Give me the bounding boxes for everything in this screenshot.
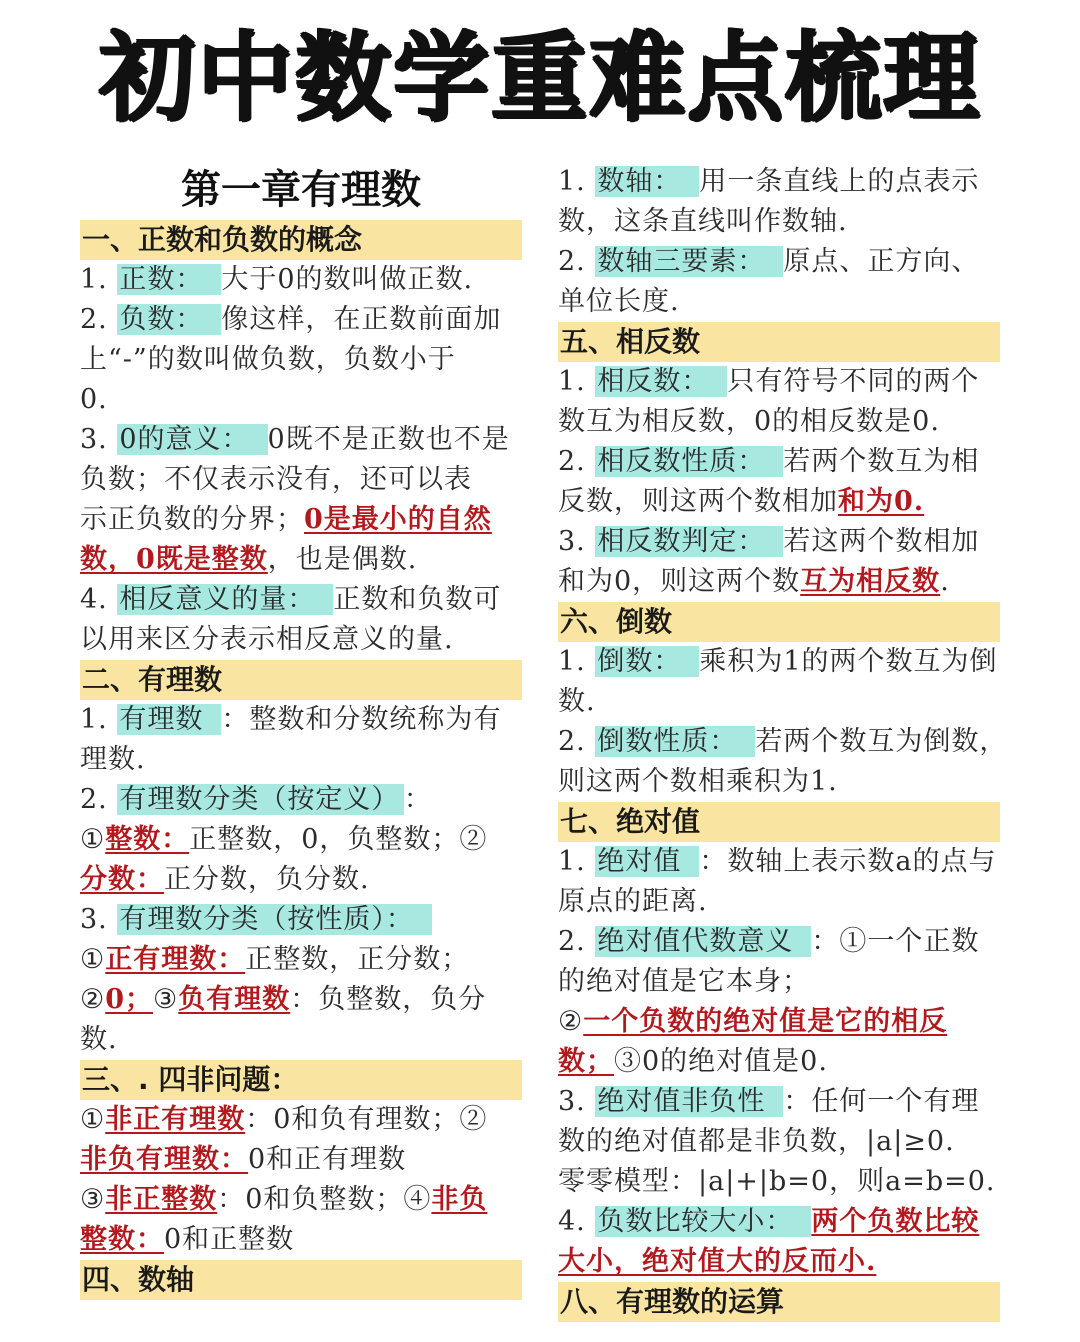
chapter-title: 第一章有理数 [181, 167, 421, 213]
text-line: 2. 绝对值代数意义 ：①一个正数 [558, 926, 980, 957]
text-line: 2. 数轴三要素： 原点、正方向、 [558, 246, 980, 277]
term-highlight: 相反意义的量： [117, 584, 333, 615]
text-line: 负数；不仅表示没有，还可以表 [80, 464, 472, 495]
term-highlight: 倒数： [595, 646, 699, 677]
section-heading-3: 三、. 四非问题： [80, 1060, 522, 1100]
key-point: 非正整数 [105, 1184, 218, 1215]
text-line: 2. 负数： 像这样，在正数前面加 [80, 304, 502, 335]
text-line: ①正有理数：正整数，正分数； [80, 944, 470, 975]
key-point: 0； [105, 984, 154, 1015]
text-line: 2. 倒数性质： 若两个数互为倒数， [558, 726, 1008, 757]
term-highlight: 数轴： [595, 166, 699, 197]
text-line: 1. 倒数： 乘积为1的两个数互为倒 [558, 646, 998, 677]
text-line: 数. [80, 1024, 118, 1055]
right-column [558, 162, 1008, 1322]
text-line: 1. 正数： 大于0的数叫做正数. [80, 264, 474, 295]
key-point: 整数： [105, 824, 190, 855]
key-point: 整数： [80, 1224, 164, 1255]
term-highlight: 倒数性质： [595, 726, 755, 757]
text-line: 理数. [80, 744, 146, 775]
term-highlight: 有理数 [117, 704, 221, 735]
key-point: 一个负数的绝对值是它的相反 [583, 1006, 948, 1037]
section-heading-6: 六、倒数 [558, 602, 1000, 642]
term-highlight: 负数比较大小： [595, 1206, 811, 1237]
text-line: 则这两个数相乘积为1. [558, 766, 838, 797]
text-line: 3. 绝对值非负性 ：任何一个有理 [558, 1086, 980, 1117]
section-heading-5: 五、相反数 [558, 322, 1000, 362]
section-heading-8: 八、有理数的运算 [558, 1282, 1000, 1322]
text-line: 数；③0的绝对值是0. [558, 1046, 828, 1077]
key-point: 大小，绝对值大的反而小. [558, 1246, 877, 1277]
text-line: 示正负数的分界；0是最小的自然 [80, 504, 492, 535]
text-line: 数的绝对值都是非负数，|a|≥0. [558, 1126, 955, 1157]
text-line: 1. 数轴： 用一条直线上的点表示 [558, 166, 980, 197]
page-title: 初中数学重难点梳理 [99, 22, 981, 134]
term-highlight: 绝对值非负性 [595, 1086, 783, 1117]
term-highlight: 有理数分类（按性质）： [117, 904, 432, 935]
term-highlight: 绝对值代数意义 [595, 926, 811, 957]
text-line: 1. 有理数 ：整数和分数统称为有 [80, 704, 502, 735]
key-point: 两个负数比较 [811, 1206, 980, 1237]
key-point: 正有理数： [105, 944, 246, 975]
term-highlight: 数轴三要素： [595, 246, 783, 277]
text-line: ②0；③负有理数：负整数，负分 [80, 984, 487, 1015]
key-point: 互为相反数 [800, 566, 941, 597]
text-line: 3. 相反数判定： 若这两个数相加 [558, 526, 980, 557]
term-highlight: 有理数分类（按定义） [117, 784, 404, 815]
text-line: 和为0，则这两个数互为相反数. [558, 566, 950, 597]
text-line: 4. 负数比较大小： 两个负数比较 [558, 1206, 980, 1237]
section-heading-7: 七、绝对值 [558, 802, 1000, 842]
key-point: 分数： [80, 864, 164, 895]
section-heading-4: 四、数轴 [80, 1260, 522, 1300]
text-line: ①整数：正整数，0，负整数；② [80, 824, 488, 855]
text-line: 单位长度. [558, 286, 680, 317]
text-line: 2. 相反数性质： 若两个数互为相 [558, 446, 980, 477]
text-line: 1. 绝对值 ：数轴上表示数a的点与 [558, 846, 997, 877]
text-line: 数，0既是整数，也是偶数. [80, 544, 418, 575]
text-line: 3. 0的意义： 0既不是正数也不是 [80, 424, 510, 455]
text-line: ①非正有理数：0和负有理数；② [80, 1104, 488, 1135]
term-highlight: 相反数： [595, 366, 727, 397]
term-highlight: 负数： [117, 304, 221, 335]
text-line: 分数：正分数，负分数. [80, 864, 370, 895]
key-point: 数，0既是整数 [80, 544, 268, 575]
text-line: 数. [558, 686, 596, 717]
key-point: 0是最小的自然 [304, 504, 492, 535]
text-line: 的绝对值是它本身； [558, 966, 810, 997]
text-line: 上“-”的数叫做负数，负数小于 [80, 344, 456, 375]
key-point: 非负有理数： [80, 1144, 248, 1175]
section-heading-2: 二、有理数 [80, 660, 522, 700]
key-point: 非负 [431, 1184, 488, 1215]
term-highlight: 正数： [117, 264, 221, 295]
term-highlight: 相反数判定： [595, 526, 783, 557]
text-line: 数，这条直线叫作数轴. [558, 206, 848, 237]
text-line: ③非正整数：0和负整数；④非负 [80, 1184, 488, 1215]
text-line: ②一个负数的绝对值是它的相反 [558, 1006, 948, 1037]
text-line: 原点的距离. [558, 886, 708, 917]
term-highlight: 0的意义： [117, 424, 267, 455]
key-point: 非正有理数 [105, 1104, 246, 1135]
text-line: 零零模型：|a|+|b=0，则a=b=0. [558, 1166, 996, 1197]
text-line [558, 1242, 1000, 1282]
text-line: 3. 有理数分类（按性质）： [80, 900, 522, 940]
left-column [80, 160, 522, 1300]
key-point: 负有理数 [178, 984, 291, 1015]
text-line: 0. [80, 384, 108, 415]
text-line: 数互为相反数，0的相反数是0. [558, 406, 940, 437]
text-line: 以用来区分表示相反意义的量. [80, 624, 454, 655]
text-line: 1. 相反数： 只有符号不同的两个 [558, 366, 980, 397]
text-line: 非负有理数：0和正有理数 [80, 1144, 407, 1175]
text-line: 4. 相反意义的量： 正数和负数可 [80, 584, 502, 615]
key-point: 数； [558, 1046, 614, 1077]
section-heading-1: 一、正数和负数的概念 [80, 220, 522, 260]
text-line: 反数，则这两个数相加和为0. [558, 486, 925, 517]
key-point: 和为0. [838, 486, 925, 517]
term-highlight: 相反数性质： [595, 446, 783, 477]
text-line: 整数：0和正整数 [80, 1224, 295, 1255]
term-highlight: 绝对值 [595, 846, 699, 877]
text-line: 2. 有理数分类（按定义） ： [80, 784, 432, 815]
